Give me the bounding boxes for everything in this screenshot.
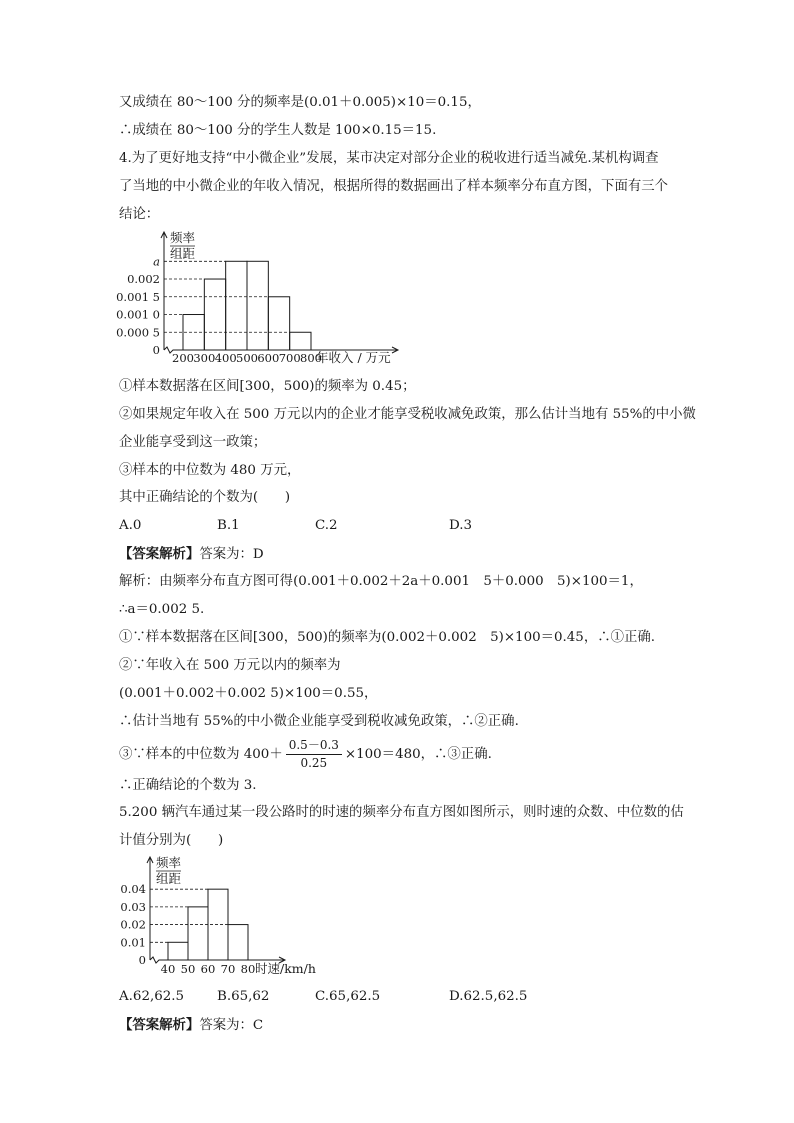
solution-line: ∴估计当地有 55%的中小微企业能享受到税收减免政策，∴②正确. xyxy=(119,714,519,729)
solution-line: (0.001＋0.002＋0.002 5)×100＝0.55， xyxy=(119,686,378,701)
histogram-bar xyxy=(228,925,248,960)
x-axis-title: 年收入 / 万元 xyxy=(316,350,391,365)
text-line: ∴成绩在 80～100 分的学生人数是 100×0.15＝15. xyxy=(119,123,437,138)
y-axis-label-top: 频率 xyxy=(156,855,182,870)
x-tick-label: 40 xyxy=(160,962,176,976)
x-tick-label: 60 xyxy=(200,962,216,976)
x-tick-label: 800 xyxy=(300,351,322,365)
option-a: A.62,62.5 xyxy=(119,989,185,1004)
answer-label: 【答案解析】 xyxy=(119,546,200,562)
x-tick-label: 400 xyxy=(214,351,237,365)
conclusion-1: ①样本数据落在区间[300，500)的频率为 0.45； xyxy=(119,379,416,394)
question-5-stem: 计值分别为( ) xyxy=(119,833,224,848)
option-d: D.62.5,62.5 xyxy=(449,989,528,1004)
answer-text: 答案为：D xyxy=(199,547,264,562)
y-tick-label: 0.001 0 xyxy=(116,307,160,322)
x-tick-label: 600 xyxy=(257,351,280,365)
median-formula-prefix: ③∵样本的中位数为 400＋ xyxy=(119,747,283,762)
origin-label: 0 xyxy=(138,953,146,967)
solution-line: ∴a＝0.002 5. xyxy=(119,602,205,617)
x-tick-label: 70 xyxy=(220,962,236,976)
x-axis-title: 时速/km/h xyxy=(255,961,316,976)
x-tick-label: 500 xyxy=(236,351,258,365)
y-axis-label-top: 频率 xyxy=(170,230,196,245)
question-4-stem: 4.为了更好地支持“中小微企业”发展，某市决定对部分企业的税收进行适当减免.某机构调查 xyxy=(119,151,659,166)
option-c: C.2 xyxy=(315,518,338,533)
fraction-denominator: 0.25 xyxy=(300,756,328,770)
option-d: D.3 xyxy=(449,518,473,533)
solution-line: ①∵样本数据落在区间[300，500)的频率为(0.002＋0.002 5)×100＝0.45，∴①正确. xyxy=(119,630,656,645)
x-tick-label: 300 xyxy=(193,351,216,365)
y-tick-label: 0.01 xyxy=(120,935,146,950)
option-b: B.1 xyxy=(217,518,240,533)
y-tick-label: 0.000 5 xyxy=(116,325,160,340)
y-tick-label: 0.002 xyxy=(127,272,160,287)
x-tick-label: 700 xyxy=(278,351,301,365)
solution-line: ②∵年收入在 500 万元以内的频率为 xyxy=(119,658,341,673)
x-tick-label: 50 xyxy=(180,962,196,976)
conclusion-3: ③样本的中位数为 480 万元， xyxy=(119,463,301,478)
conclusion-2: ②如果规定年收入在 500 万元以内的企业才能享受税收减免政策，那么估计当地有 55%的中小微 xyxy=(119,407,696,422)
histogram-bar xyxy=(168,942,188,960)
option-c: C.65,62.5 xyxy=(315,989,381,1004)
histogram-bar xyxy=(188,907,208,960)
option-b: B.65,62 xyxy=(217,989,270,1004)
y-axis-label-bottom: 组距 xyxy=(156,871,182,886)
x-tick-label: 80 xyxy=(240,962,256,976)
x-tick-label: 200 xyxy=(172,351,194,365)
question-4-stem: 了当地的中小微企业的年收入情况，根据所得的数据画出了样本频率分布直方图，下面有三个 xyxy=(119,179,669,194)
y-tick-label: 0.03 xyxy=(120,899,146,914)
answer-text: 答案为：C xyxy=(199,1018,264,1033)
answer-label: 【答案解析】 xyxy=(119,1017,200,1033)
y-tick-label: 0.04 xyxy=(120,882,146,897)
fraction-numerator: 0.5－0.3 xyxy=(286,738,342,755)
question-5-stem: 5.200 辆汽车通过某一段公路时的时速的频率分布直方图如图所示，则时速的众数、中位数的估 xyxy=(119,805,684,820)
option-a: A.0 xyxy=(119,518,142,533)
y-tick-label: 0.001 5 xyxy=(116,289,160,304)
median-formula-suffix: ×100＝480，∴③正确. xyxy=(344,747,492,762)
solution-line: 解析：由频率分布直方图可得(0.001＋0.002＋2a＋0.001 5＋0.000 5)×100＝1， xyxy=(119,574,643,589)
y-axis-label-bottom: 组距 xyxy=(170,246,196,261)
question-4-ask: 其中正确结论的个数为( ) xyxy=(119,490,291,505)
y-tick-label: a xyxy=(153,254,160,269)
conclusion-2: 企业能享受到这一政策； xyxy=(119,435,267,450)
origin-label: 0 xyxy=(152,343,160,357)
solution-line: ∴正确结论的个数为 3. xyxy=(119,778,257,793)
question-4-stem: 结论： xyxy=(119,207,160,222)
y-tick-label: 0.02 xyxy=(120,917,146,932)
answer-5 xyxy=(119,1016,263,1035)
text-line: 又成绩在 80～100 分的频率是(0.01＋0.005)×10＝0.15， xyxy=(119,95,481,110)
